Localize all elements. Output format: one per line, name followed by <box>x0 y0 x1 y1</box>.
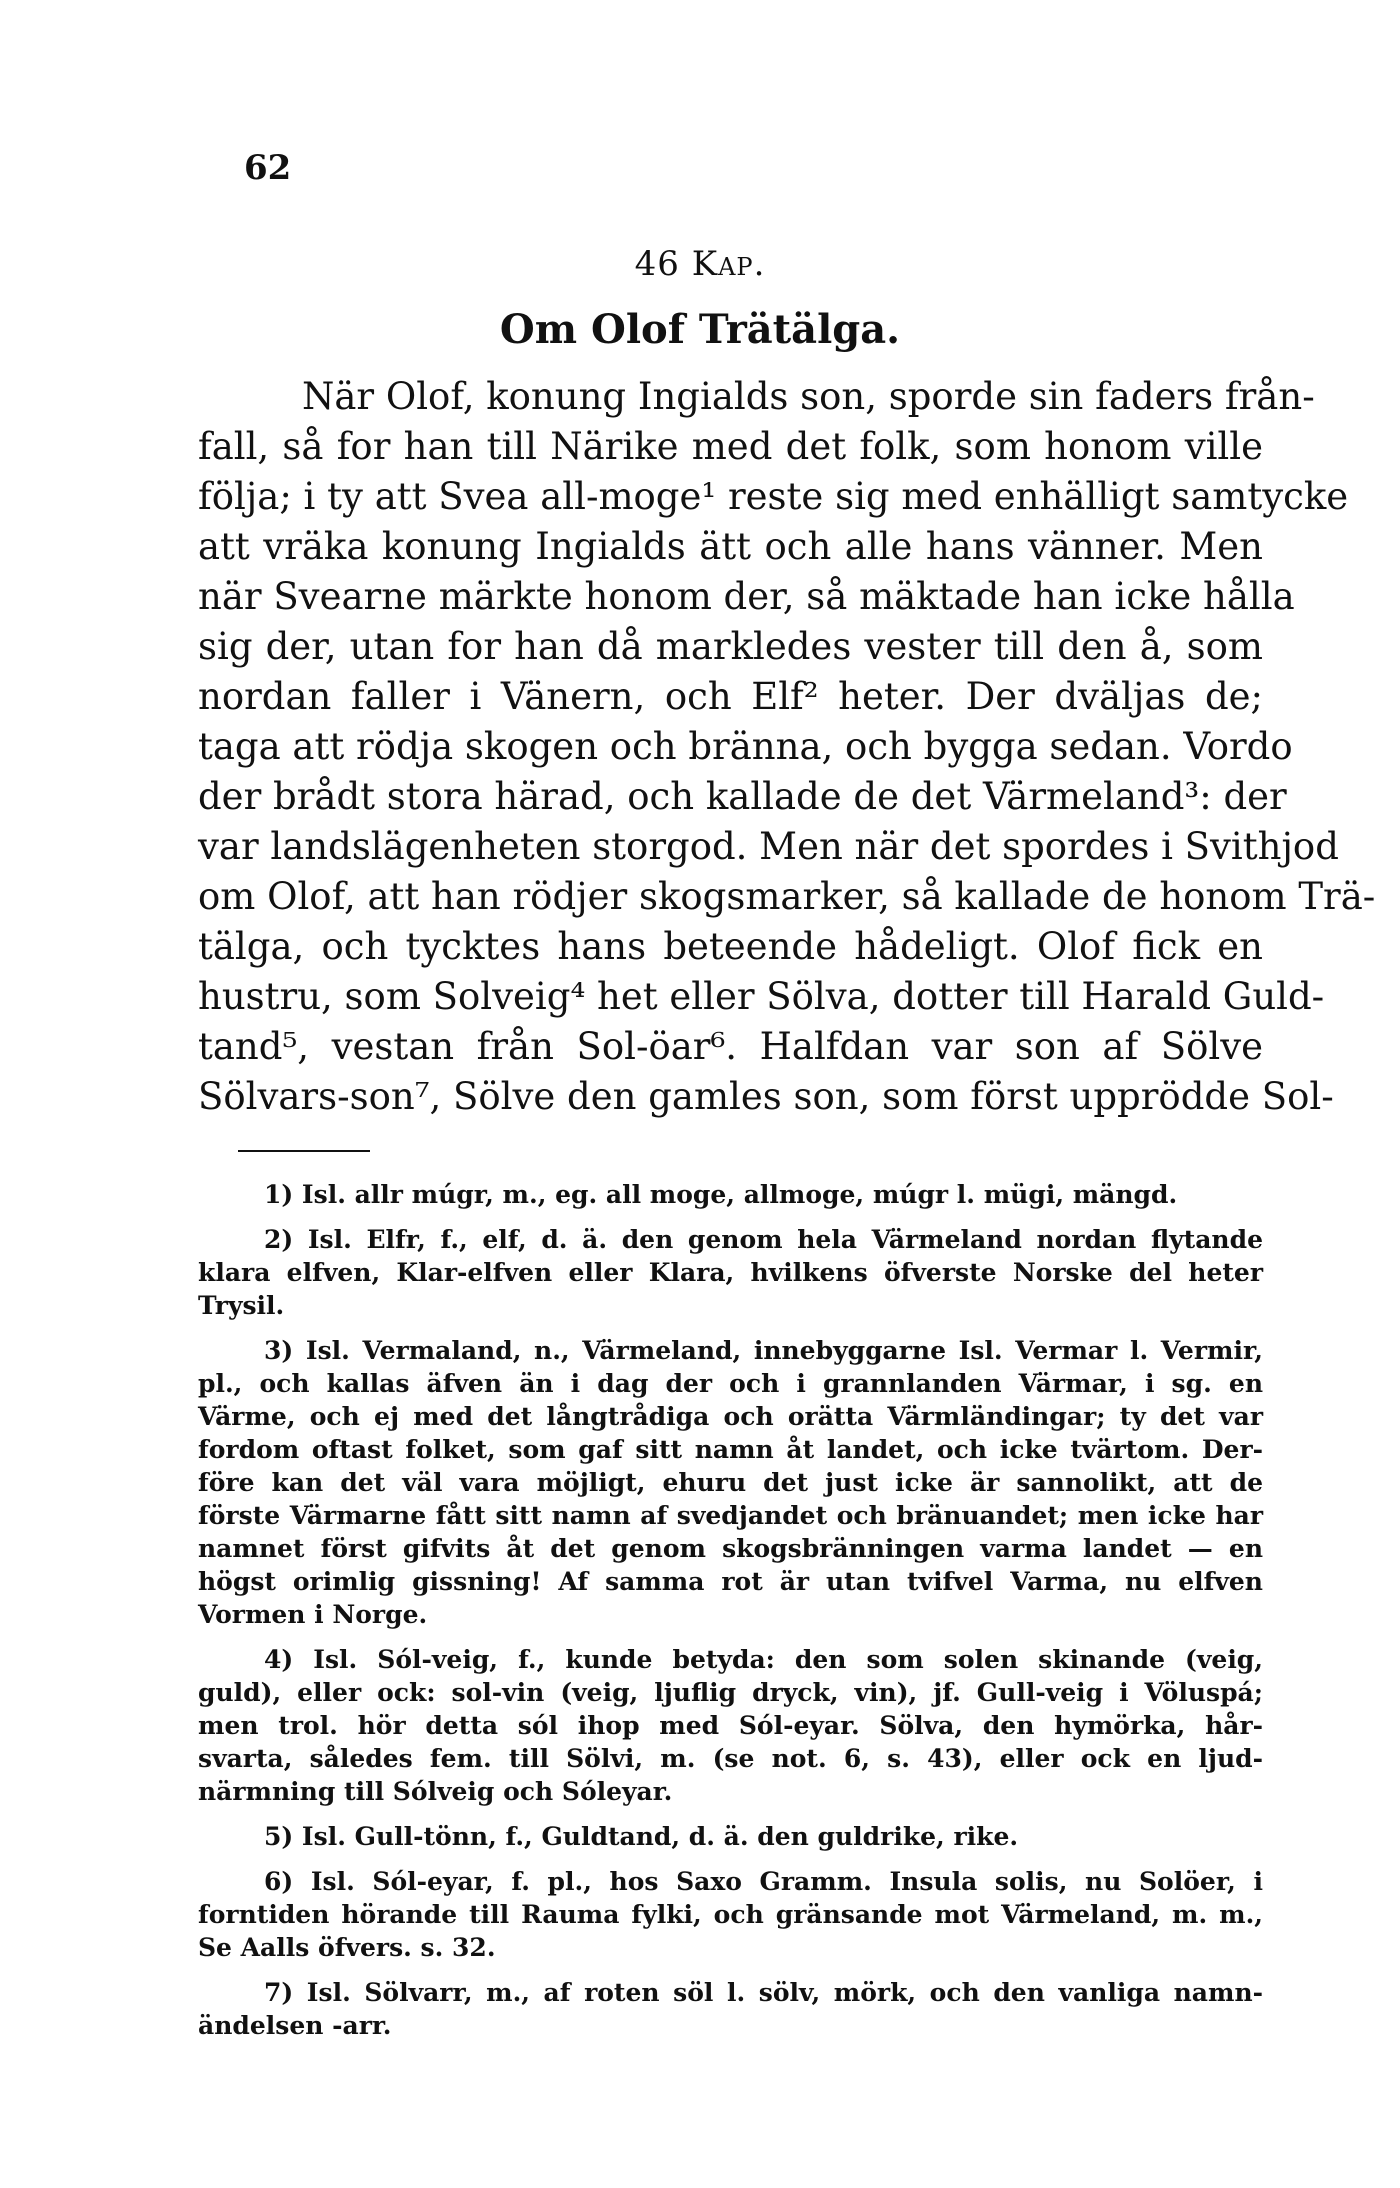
footnote-line: klara elfven, Klar-elfven eller Klara, hvilkens öfverste Norske del heter <box>198 1258 1263 1287</box>
body-line: om Olof, att han rödjer skogsmarker, så kallade de honom Trä- <box>198 875 1376 918</box>
footnote-line: Trysil. <box>198 1291 285 1320</box>
footnote-line: Värme, och ej med det långtrådiga och orätta Värmländingar; ty det var <box>198 1402 1263 1431</box>
footnote-divider <box>238 1150 370 1152</box>
page-number: 62 <box>244 148 292 188</box>
footnote-line: forntiden hörande till Rauma fylki, och gränsande mot Värmeland, m. m., <box>198 1900 1263 1929</box>
footnote-line: 6) Isl. Sól-eyar, f. pl., hos Saxo Gramm. Insula solis, nu Solöer, i <box>264 1867 1263 1896</box>
footnote-line: 2) Isl. Elfr, f., elf, d. ä. den genom hela Värmeland nordan flytande <box>264 1225 1263 1254</box>
chapter-heading <box>0 244 1400 284</box>
chapter-number: 46 <box>634 244 680 284</box>
body-line: tand⁵, vestan från Sol-öar⁶. Halfdan var son af Sölve <box>198 1025 1263 1068</box>
body-line: hustru, som Solveig⁴ het eller Sölva, dotter till Harald Guld- <box>198 975 1325 1018</box>
footnote-line: högst orimlig gissning! Af samma rot är utan tvifvel Varma, nu elfven <box>198 1567 1263 1596</box>
body-line: fall, så for han till Närike med det folk, som honom ville <box>198 425 1263 468</box>
footnote-line: 7) Isl. Sölvarr, m., af roten söl l. sölv, mörk, och den vanliga namn- <box>264 1978 1263 2007</box>
footnote-line: fordom oftast folket, som gaf sitt namn åt landet, och icke tvärtom. Der- <box>198 1435 1263 1464</box>
footnote-line: namnet först gifvits åt det genom skogsbränningen varma landet — en <box>198 1534 1263 1563</box>
body-text <box>198 372 1376 1122</box>
footnote-line: 4) Isl. Sól-veig, f., kunde betyda: den som solen skinande (veig, <box>264 1645 1263 1674</box>
footnote-2 <box>198 1223 1263 1322</box>
body-line: tälga, och tycktes hans beteende hådeligt. Olof fick en <box>198 925 1263 968</box>
body-line: När Olof, konung Ingialds son, sporde sin faders från- <box>302 375 1315 418</box>
chapter-label: Kap. <box>691 244 766 284</box>
body-line: sig der, utan for han då markledes vester till den å, som <box>198 625 1263 668</box>
footnote-5 <box>198 1820 1263 1853</box>
body-line: Sölvars-son⁷, Sölve den gamles son, som först upprödde Sol- <box>198 1075 1334 1118</box>
body-line: nordan faller i Vänern, och Elf² heter. Der dväljas de; <box>198 675 1263 718</box>
footnote-line: men trol. hör detta sól ihop med Sól-eyar. Sölva, den hymörka, hår- <box>198 1711 1263 1740</box>
footnote-3 <box>198 1334 1263 1631</box>
footnote-6 <box>198 1865 1263 1964</box>
footnote-line: guld), eller ock: sol-vin (veig, ljuflig dryck, vin), jf. Gull-veig i Völuspá; <box>198 1678 1263 1707</box>
footnote-line: Se Aalls öfvers. s. 32. <box>198 1933 496 1962</box>
footnote-line: 1) Isl. allr múgr, m., eg. all moge, allmoge, múgr l. mügi, mängd. <box>264 1180 1178 1209</box>
section-title: Om Olof Trätälga. <box>499 306 901 353</box>
footnote-line: före kan det väl vara möjligt, ehuru det just icke är sannolikt, att de <box>198 1468 1263 1497</box>
footnote-7 <box>198 1976 1263 2042</box>
footnote-line: pl., och kallas äfven än i dag der och i grannlanden Värmar, i sg. en <box>198 1369 1263 1398</box>
footnote-line: ändelsen -arr. <box>198 2011 392 2040</box>
body-line: när Svearne märkte honom der, så mäktade han icke hålla <box>198 575 1295 618</box>
footnote-line: förste Värmarne fått sitt namn af svedjandet och bränuandet; men icke har <box>198 1501 1263 1530</box>
body-line: att vräka konung Ingialds ätt och alle hans vänner. Men <box>198 525 1263 568</box>
body-line: der brådt stora härad, och kallade de det Värmeland³: der <box>198 775 1287 818</box>
footnote-line: 5) Isl. Gull-tönn, f., Guldtand, d. ä. den guldrike, rike. <box>264 1822 1019 1851</box>
body-line: taga att rödja skogen och bränna, och bygga sedan. Vordo <box>198 725 1293 768</box>
body-line: var landslägenheten storgod. Men när det spordes i Svithjod <box>198 825 1339 868</box>
body-line: följa; i ty att Svea all-moge¹ reste sig med enhälligt samtycke <box>198 475 1349 518</box>
footnotes <box>198 1178 1263 2054</box>
footnote-line: 3) Isl. Vermaland, n., Värmeland, innebyggarne Isl. Vermar l. Vermir, <box>264 1336 1263 1365</box>
footnote-line: svarta, således fem. till Sölvi, m. (se not. 6, s. 43), eller ock en ljud- <box>198 1744 1263 1773</box>
footnote-line: Vormen i Norge. <box>198 1600 428 1629</box>
footnote-1 <box>198 1178 1263 1211</box>
footnote-line: närmning till Sólveig och Sóleyar. <box>198 1777 673 1806</box>
footnote-4 <box>198 1643 1263 1808</box>
